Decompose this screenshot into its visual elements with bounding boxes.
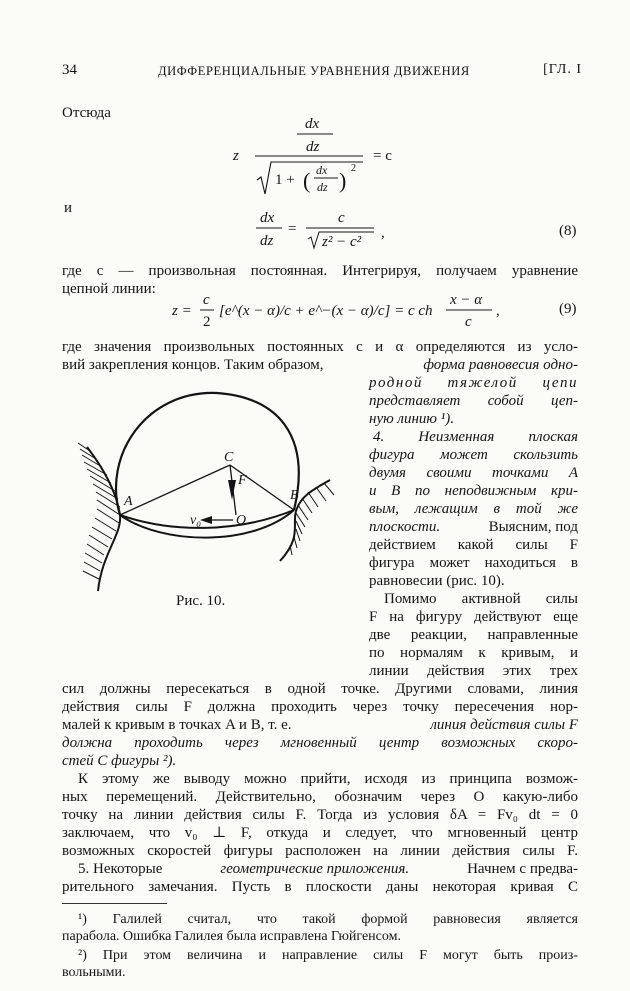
p3-line3-plain: малей к кривым в точках A и B, т. е. bbox=[62, 717, 292, 733]
eq8-tag: (8) bbox=[559, 223, 577, 239]
p3-line3 bbox=[62, 716, 578, 734]
w-line18: по нормалям к кривым, и bbox=[369, 645, 578, 661]
equation-9 bbox=[172, 290, 502, 334]
eq8-dx: dx bbox=[260, 210, 275, 226]
label-F: F bbox=[238, 473, 247, 488]
eq8-equals: = bbox=[288, 221, 297, 237]
eq1-one-plus: 1 + bbox=[275, 172, 295, 188]
figure-10 bbox=[62, 385, 362, 615]
p3-line2: действия силы F должна проходить через точку пересечения нор- bbox=[62, 699, 578, 715]
figure-lower-arc bbox=[120, 510, 294, 538]
eq1-z: z bbox=[233, 148, 239, 164]
running-title: ДИФФЕРЕНЦИАЛЬНЫЕ УРАВНЕНИЯ ДВИЖЕНИЯ bbox=[158, 64, 470, 78]
w-line9: и B по неподвижным кри- bbox=[369, 483, 578, 499]
p4-line2: ных перемещений. Действительно, обозначим через O какую-либо bbox=[62, 789, 578, 805]
eq1-square: 2 bbox=[351, 163, 356, 174]
right-wall-curve bbox=[280, 480, 330, 561]
equation-8 bbox=[250, 206, 380, 258]
w-line14: равновесии (рис. 10). bbox=[369, 573, 505, 589]
w-line5: ную линию ¹). bbox=[369, 411, 454, 427]
text-and: и bbox=[64, 200, 73, 216]
eq9-tag: (9) bbox=[559, 301, 577, 317]
label-B: B bbox=[290, 488, 299, 503]
eq9-comma: , bbox=[496, 303, 500, 319]
eq1-equals-c: = c bbox=[373, 148, 392, 164]
velocity-arrowhead bbox=[200, 516, 212, 524]
p5-line1-italic: геометрические приложения. bbox=[220, 861, 410, 877]
p5-line1-plain: 5. Некоторые bbox=[78, 861, 163, 877]
footnote-1-line2: парабола. Ошибка Галилея была исправлена Гюйгенсом. bbox=[62, 929, 401, 944]
footnote-2-line2: вольными. bbox=[62, 965, 126, 980]
eq1-dz-small: dz bbox=[317, 180, 328, 194]
w-line11-italic: плоскости. bbox=[369, 519, 441, 535]
eq1-dx: dx bbox=[305, 116, 320, 132]
w-line8: двумя своими точками A bbox=[369, 465, 578, 481]
w-line7: фигура может скользить bbox=[369, 447, 578, 463]
footnote-2-line1: ²) При этом величина и направление силы F могут быть произ- bbox=[78, 948, 578, 963]
chapter-label: [ГЛ. I bbox=[543, 62, 582, 77]
w-line6: 4. Неизменная плоская bbox=[373, 429, 578, 445]
p4-line3: точку на линии действия силы F. Тогда из условия δA = Fv₀ dt = 0 bbox=[62, 807, 578, 823]
text-hence: Отсюда bbox=[62, 105, 111, 121]
p3-line3-italic: линия действия силы F bbox=[430, 717, 578, 733]
w-line3: родной тяжелой цепи bbox=[369, 375, 578, 391]
left-wall-curve bbox=[87, 447, 120, 591]
eq9-den: c bbox=[465, 314, 472, 330]
w-line16: F на фигуру действуют еще bbox=[369, 609, 578, 625]
eq1-paren-right: ) bbox=[339, 168, 347, 193]
label-C: C bbox=[224, 450, 234, 465]
line-A-to-C bbox=[120, 465, 230, 515]
p2-line2 bbox=[62, 356, 578, 374]
w-line11-plain: Выясним, под bbox=[488, 519, 578, 535]
w-line10: вым, лежащим в той же bbox=[369, 501, 578, 517]
w-line11 bbox=[369, 518, 578, 536]
p4-line5: возможных скоростей фигуры расположен на линии действия силы F. bbox=[62, 843, 578, 859]
p3-line4: должна проходить через мгновенный центр возможных скоро- bbox=[62, 735, 578, 751]
label-v0: v₀ bbox=[190, 513, 202, 528]
eq8-root: z² − c² bbox=[322, 234, 362, 250]
figure-caption: Рис. 10. bbox=[176, 593, 226, 609]
p5-line1-rest: Начнем с предва- bbox=[467, 861, 578, 877]
w-line19: линии действия этих трех bbox=[369, 663, 578, 679]
w-line13: фигура может находиться в bbox=[369, 555, 578, 571]
p5-line2: рительного замечания. Пусть в плоскости даны некоторая кривая C bbox=[62, 879, 578, 895]
eq9-two: 2 bbox=[203, 314, 211, 330]
eq8-comma: , bbox=[381, 225, 385, 241]
p2-line2-plain: вий закрепления концов. Таким образом, bbox=[62, 357, 324, 373]
w-line17: две реакции, направленные bbox=[369, 627, 578, 643]
eq8-dz: dz bbox=[260, 233, 274, 249]
footnote-1-line1: ¹) Галилей считал, что такой формой равновесия является bbox=[78, 912, 578, 927]
eq9-c: c bbox=[203, 292, 210, 308]
running-header bbox=[62, 62, 582, 82]
eq1-dz: dz bbox=[306, 139, 320, 155]
eq1-dx-small: dx bbox=[316, 163, 328, 177]
p1-line1: где c — произвольная постоянная. Интегрируя, получаем уравнение bbox=[62, 263, 578, 279]
w-line4: представляет собой цеп- bbox=[369, 393, 578, 409]
w-line15: Помимо активной силы bbox=[384, 591, 578, 607]
eq1-paren-left: ( bbox=[303, 168, 311, 193]
p5-line1 bbox=[78, 860, 578, 878]
p4-line4: заключаем, что v₀ ⊥ F, откуда и следует, что мгновенный центр bbox=[62, 825, 578, 841]
p2-line1: где значения произвольных постоянных c и α определяются из усло- bbox=[62, 339, 578, 355]
figure-upper-outline bbox=[116, 393, 299, 515]
p1-line2: цепной линии: bbox=[62, 281, 156, 297]
page-number: 34 bbox=[62, 62, 77, 78]
equation-1 bbox=[225, 114, 425, 204]
eq8-c: c bbox=[338, 210, 345, 226]
eq9-lhs: z = bbox=[172, 303, 192, 319]
eq9-num: x − α bbox=[450, 292, 483, 308]
force-arrowhead bbox=[228, 480, 236, 500]
p2-line2-italic: форма равновесия одно- bbox=[423, 357, 578, 373]
eq9-bracket: [e^(x − α)/c + e^−(x − α)/c] = c ch bbox=[219, 303, 433, 319]
footnote-rule bbox=[62, 903, 167, 904]
label-A: A bbox=[124, 494, 133, 509]
p3-line5: стей C фигуры ²). bbox=[62, 753, 177, 769]
label-O: O bbox=[236, 513, 247, 528]
p4-line1: К этому же выводу можно прийти, исходя из принципа возмож- bbox=[78, 771, 578, 787]
w-line12: действием какой силы F bbox=[369, 537, 578, 553]
p3-line1: сил должны пересекаться в одной точке. Другими словами, линия bbox=[62, 681, 578, 697]
